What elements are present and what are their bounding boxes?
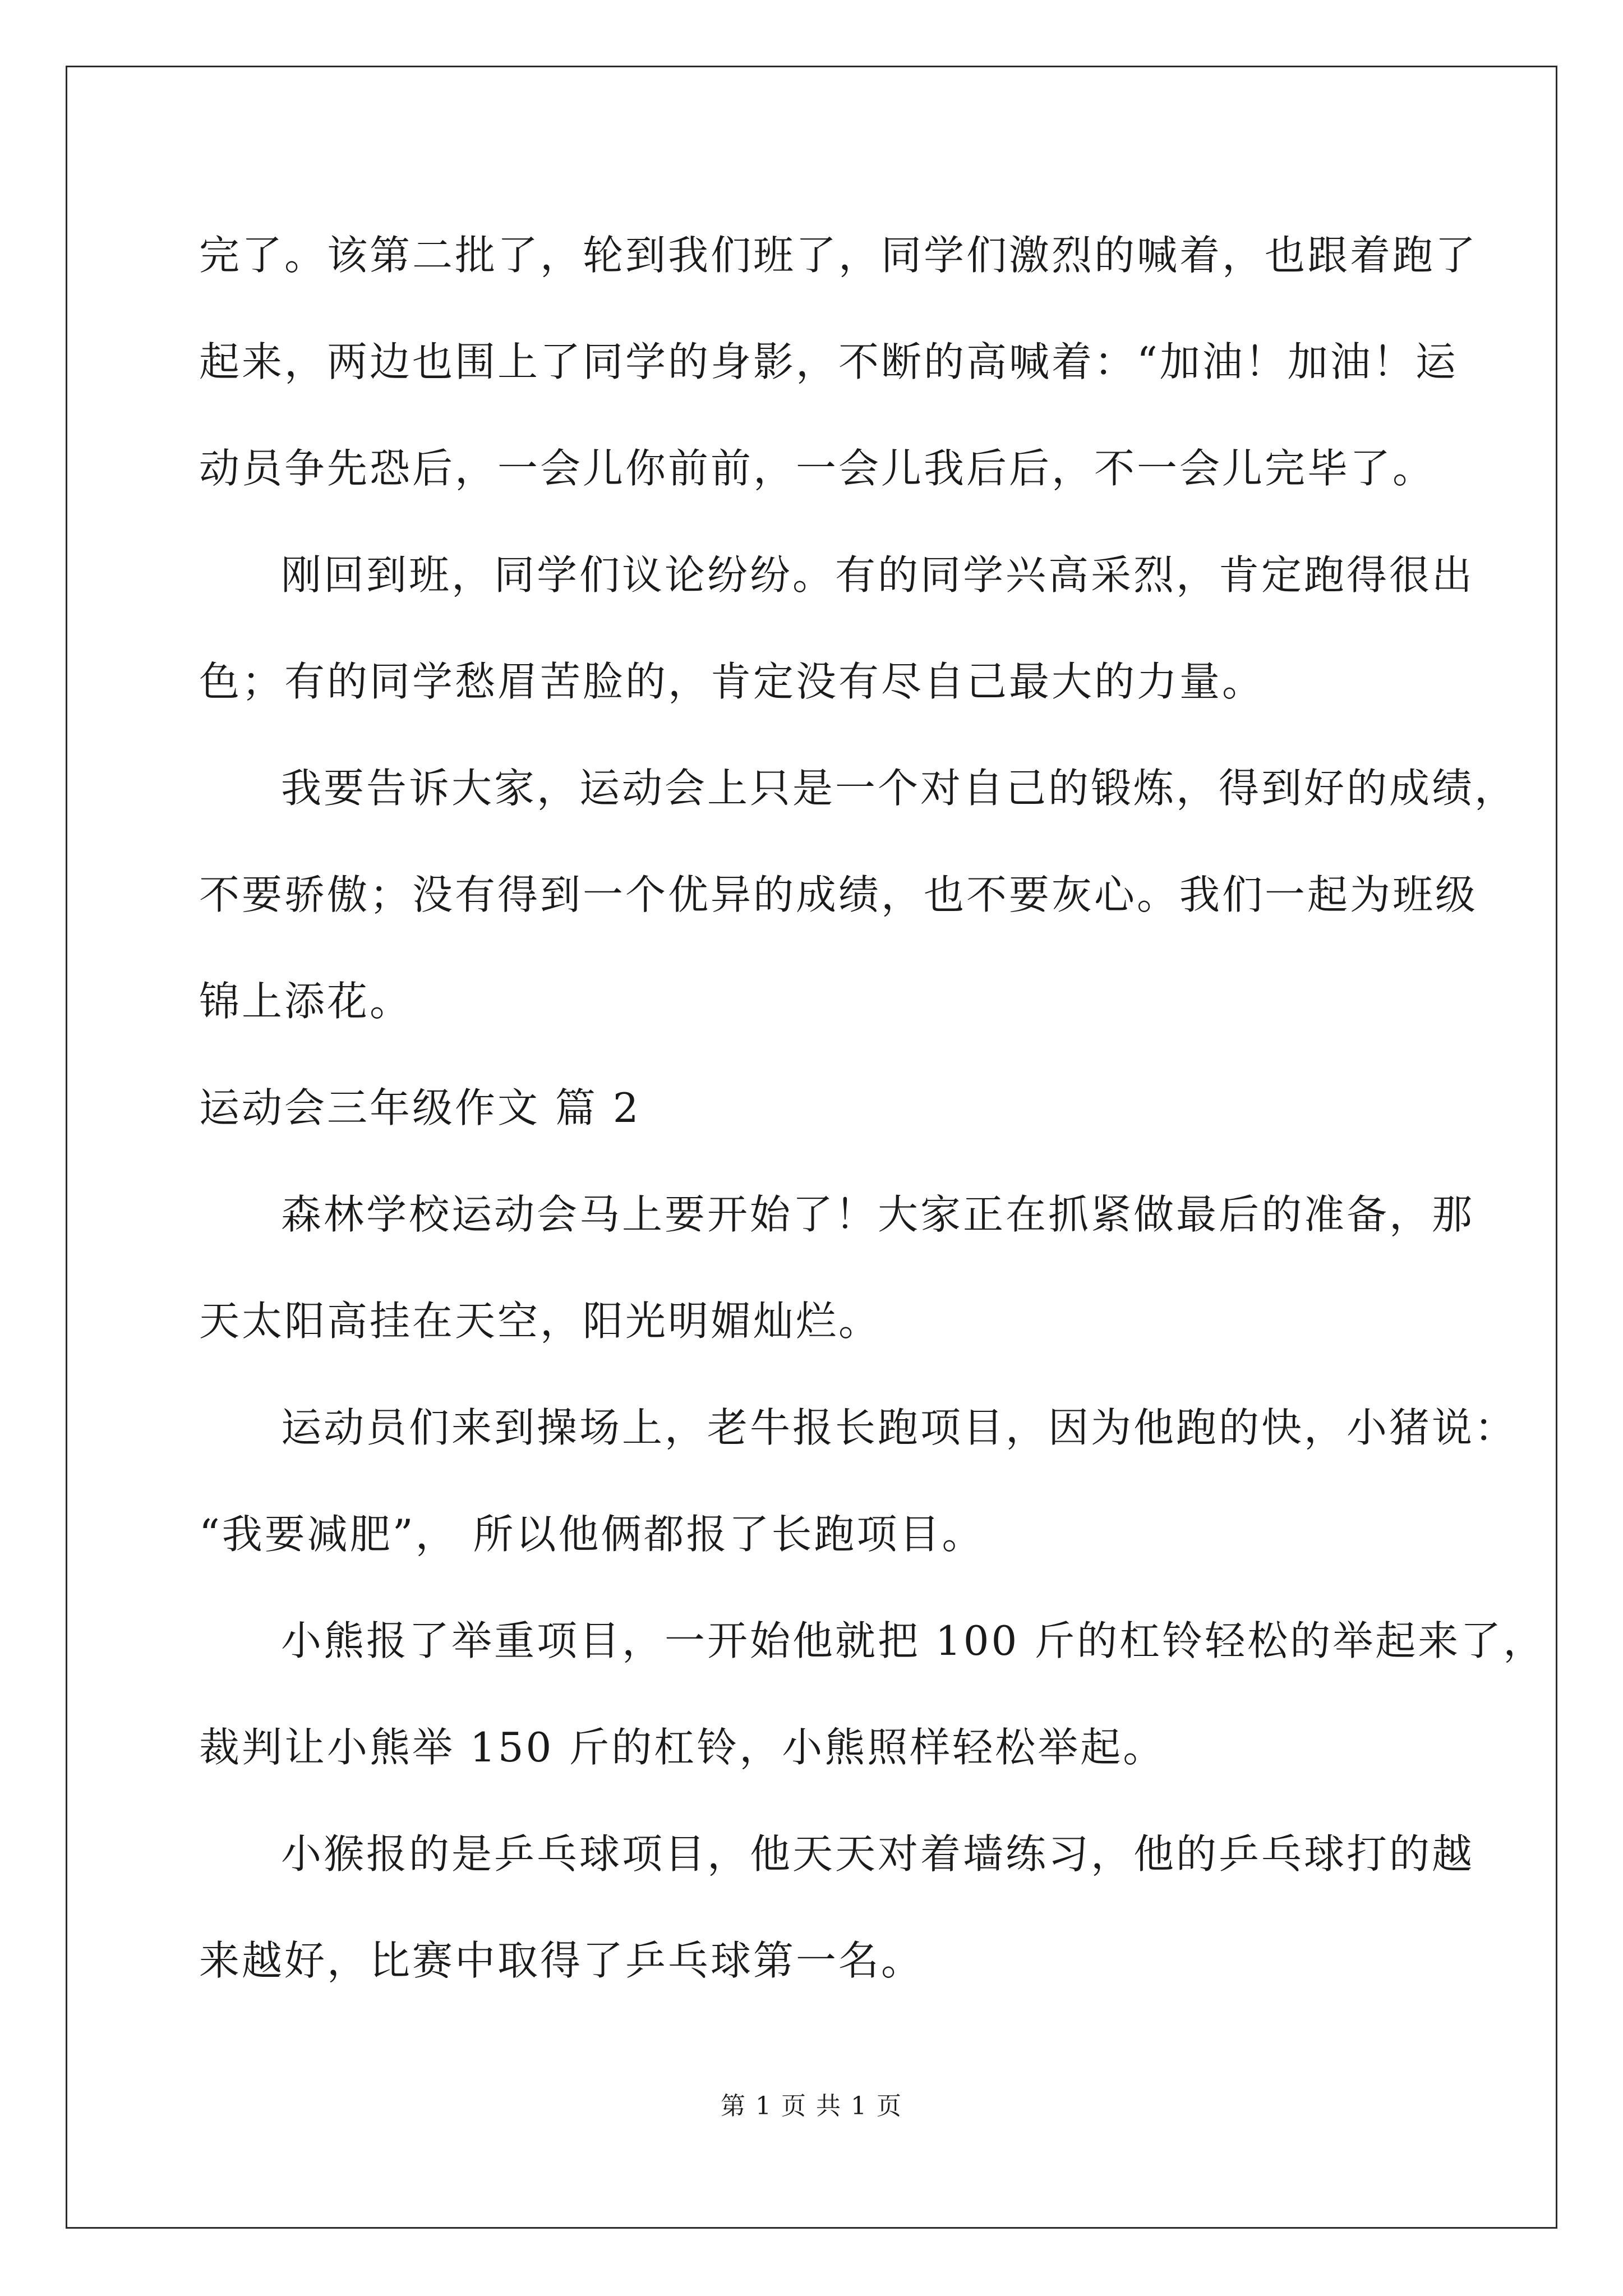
text-line-17: 来越好，比赛中取得了乒乓球第一名。 bbox=[199, 1937, 924, 1984]
text-line-12: 运动员们来到操场上，老牛报长跑项目，因为他跑的快，小猪说： bbox=[281, 1404, 1518, 1451]
section-heading: 运动会三年级作文 篇 2 bbox=[199, 1084, 641, 1131]
text-line-4: 刚回到班，同学们议论纷纷。有的同学兴高采烈，肯定跑得很出 bbox=[281, 551, 1475, 599]
text-line-11: 天太阳高挂在天空，阳光明媚灿烂。 bbox=[199, 1297, 882, 1345]
text-line-16: 小猴报的是乒乓球项目，他天天对着墙练习，他的乒乓球打的越 bbox=[281, 1830, 1475, 1878]
text-line-14: 小熊报了举重项目，一开始他就把 100 斤的杠铃轻松的举起来了， bbox=[281, 1617, 1546, 1664]
text-line-7: 不要骄傲；没有得到一个优异的成绩，也不要灰心。我们一起为班级 bbox=[199, 871, 1478, 918]
text-line-1: 完了。该第二批了，轮到我们班了，同学们激烈的喊着，也跟着跑了 bbox=[199, 232, 1478, 279]
text-line-2: 起来，两边也围上了同学的身影，不断的高喊着：“加油！加油！运 bbox=[199, 338, 1458, 385]
document-body bbox=[199, 202, 1546, 2014]
text-line-5: 色；有的同学愁眉苦脸的，肯定没有尽自己最大的力量。 bbox=[199, 658, 1265, 705]
text-line-6: 我要告诉大家，运动会上只是一个对自己的锻炼，得到好的成绩， bbox=[281, 765, 1518, 812]
text-line-15: 裁判让小熊举 150 斤的杠铃，小熊照样轻松举起。 bbox=[199, 1724, 1166, 1771]
text-line-3: 动员争先恐后，一会儿你前前，一会儿我后后，不一会儿完毕了。 bbox=[199, 445, 1436, 492]
page-number-footer: 第 1 页 共 1 页 bbox=[721, 2092, 902, 2120]
text-line-10: 森林学校运动会马上要开始了！大家正在抓紧做最后的准备，那 bbox=[281, 1191, 1475, 1238]
text-line-13: “我要减肥”， 所以他俩都报了长跑项目。 bbox=[199, 1511, 985, 1558]
text-line-8: 锦上添花。 bbox=[199, 978, 413, 1025]
